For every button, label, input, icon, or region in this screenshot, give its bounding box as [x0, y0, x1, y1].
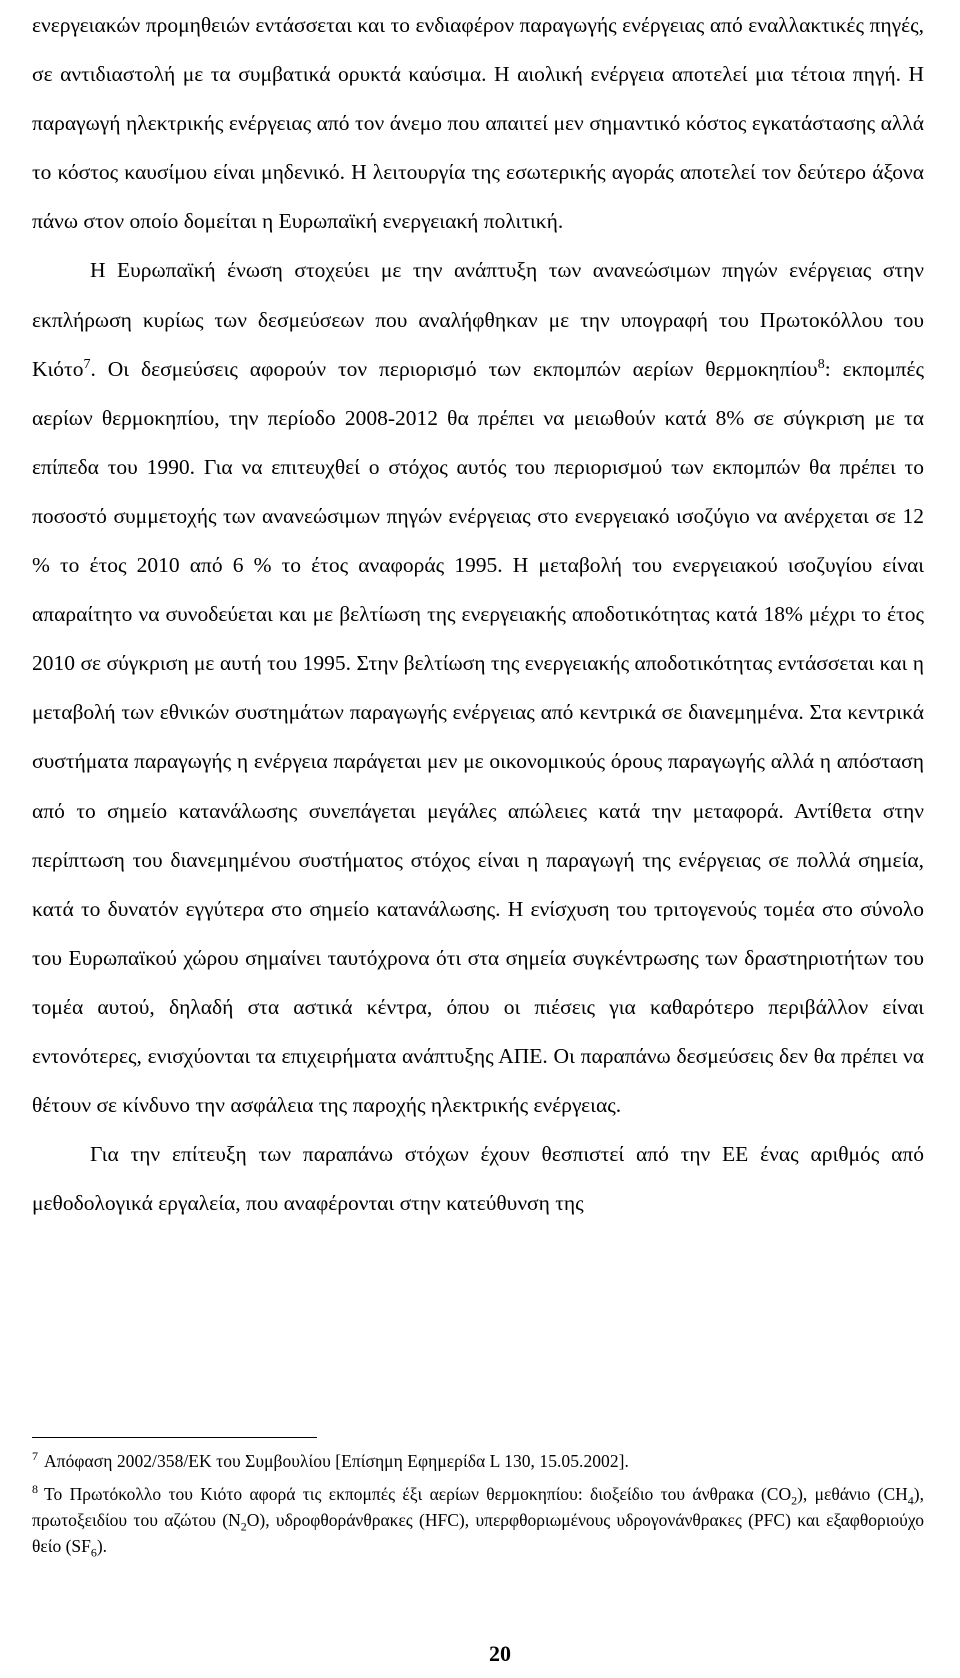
- subscript: 6: [90, 1545, 97, 1560]
- document-page: [32, 0, 924, 1228]
- footnote-number: 8: [32, 1482, 38, 1497]
- footnote-text: Το Πρωτόκολλο του Κιότο αφορά τις εκπομπές έξι αερίων θερμοκηπίου: διοξείδιο του άνθρακα (CO: [44, 1484, 792, 1504]
- footnote-ref-7[interactable]: 7: [83, 356, 91, 372]
- footnote-separator: [32, 1437, 317, 1438]
- paragraph-text: : εκπομπές αερίων θερμοκηπίου, την περίοδο 2008-2012 θα πρέπει να μειωθούν κατά 8% σε σύγκριση με τα επίπεδα του 1990. Για να επιτευχθεί ο στόχος αυτός του περιορισμού των εκπομπών θα πρέπει το ποσοστό συμμετοχής των ανανεώσιμων πηγών ενέργειας στο ενεργειακό ισοζύγιο να ανέρχεται σε 12 % το έτος 2010 από 6 % το έτος αναφοράς 1995. Η μεταβολή του ενεργειακού ισοζυγίου είναι απαραίτητο να συνοδεύεται και με βελτίωση της ενεργειακής αποδοτικότητας κατά 18% μέχρι το έτος 2010 σε σύγκριση με αυτή του 1995. Στην βελτίωση της ενεργειακής αποδοτικότητας εντάσσεται και η μεταβολή των εθνικών συστημάτων παραγωγής ενέργειας από κεντρικά σε διανεμημένα. Στα κεντρικά συστήματα παραγωγής η ενέργεια παράγεται μεν με οικονομικούς όρους παραγωγής αλλά η απόσταση από το σημείο κατανάλωσης συνεπάγεται μεγάλες απώλειες κατά την μεταφορά. Αντίθετα στην περίπτωση του διανεμημένου συστήματος στόχος είναι η παραγωγή της ενέργειας σε πολλά σημεία, κατά το δυνατόν εγγύτερα στο σημείο κατανάλωσης. Η ενίσχυση του τριτογενούς τομέα στο σύνολο του Ευρωπαϊκού χώρου σημαίνει ταυτόχρονα ότι στα σημεία συγκέντρωσης των δραστηριοτήτων του τομέα αυτού, δηλαδή στα αστικά κέντρα, όπου οι πιέσεις για καθαρότερο περιβάλλον είναι εντονότερες, ενισχύονται τα επιχειρήματα ανάπτυξης ΑΠΕ. Οι παραπάνω δεσμεύσεις δεν θα πρέπει να θέτουν σε κίνδυνο την ασφάλεια της παροχής ηλεκτρικής ενέργειας.: [32, 356, 924, 1118]
- paragraph-methodological-tools: Για την επίτευξη των παραπάνω στόχων έχουν θεσπιστεί από την ΕΕ ένας αριθμός από μεθοδολογικά εργαλεία, που αναφέρονται στην κατεύθυνση της: [32, 1142, 924, 1216]
- footnote-text: O), υδροφθοράνθρακες (HFC), υπερφθοριωμένους υδρογονάνθρακες (PFC) και εξαφθοριούχο θείο (SF: [32, 1510, 924, 1556]
- footnote-text: ), πρωτοξειδίου του αζώτου (N: [32, 1484, 924, 1530]
- subscript: 2: [240, 1519, 247, 1534]
- footnote-text: ).: [96, 1536, 108, 1556]
- subscript: 4: [907, 1493, 914, 1508]
- paragraph-text: . Οι δεσμεύσεις αφορούν τον περιορισμό των εκπομπών αερίων θερμοκηπίου: [90, 356, 818, 381]
- paragraph-text: Η Ευρωπαϊκή ένωση στοχεύει με την ανάπτυξη των ανανεώσιμων πηγών ενέργειας στην εκπλήρωση κυρίως των δεσμεύσεων που αναλήφθηκαν με την υπογραφή του Πρωτοκόλλου του Κιότο: [32, 258, 924, 381]
- footnote-ref-8[interactable]: 8: [817, 356, 825, 372]
- footnotes: [32, 1448, 924, 1566]
- page-number: 20: [489, 1641, 511, 1666]
- footnote-7: [32, 1448, 924, 1474]
- footnote-text: ), μεθάνιο (CH: [797, 1484, 908, 1504]
- footnote-8: [32, 1481, 924, 1559]
- paragraph-energy-supply: ενεργειακών προμηθειών εντάσσεται και το ενδιαφέρον παραγωγής ενέργειας από εναλλακτικές πηγές, σε αντιδιαστολή με τα συμβατικά ορυκτά καύσιμα. Η αιολική ενέργεια αποτελεί μια τέτοια πηγή. Η παραγωγή ηλεκτρικής ενέργειας από τον άνεμο που απαιτεί μεν σημαντικό κόστος εγκατάστασης αλλά το κόστος καυσίμου είναι μηδενικό. Η λειτουργία της εσωτερικής αγοράς αποτελεί τον δεύτερο άξονα πάνω στον οποίο δομείται η Ευρωπαϊκή ενεργειακή πολιτική.: [32, 13, 924, 234]
- subscript: 2: [791, 1493, 798, 1508]
- paragraph-eu-renewables: [32, 246, 924, 1130]
- footnote-number: 7: [32, 1449, 38, 1464]
- footnote-text: Απόφαση 2002/358/ΕΚ του Συμβουλίου [Επίσημη Εφημερίδα L 130, 15.05.2002].: [44, 1451, 629, 1471]
